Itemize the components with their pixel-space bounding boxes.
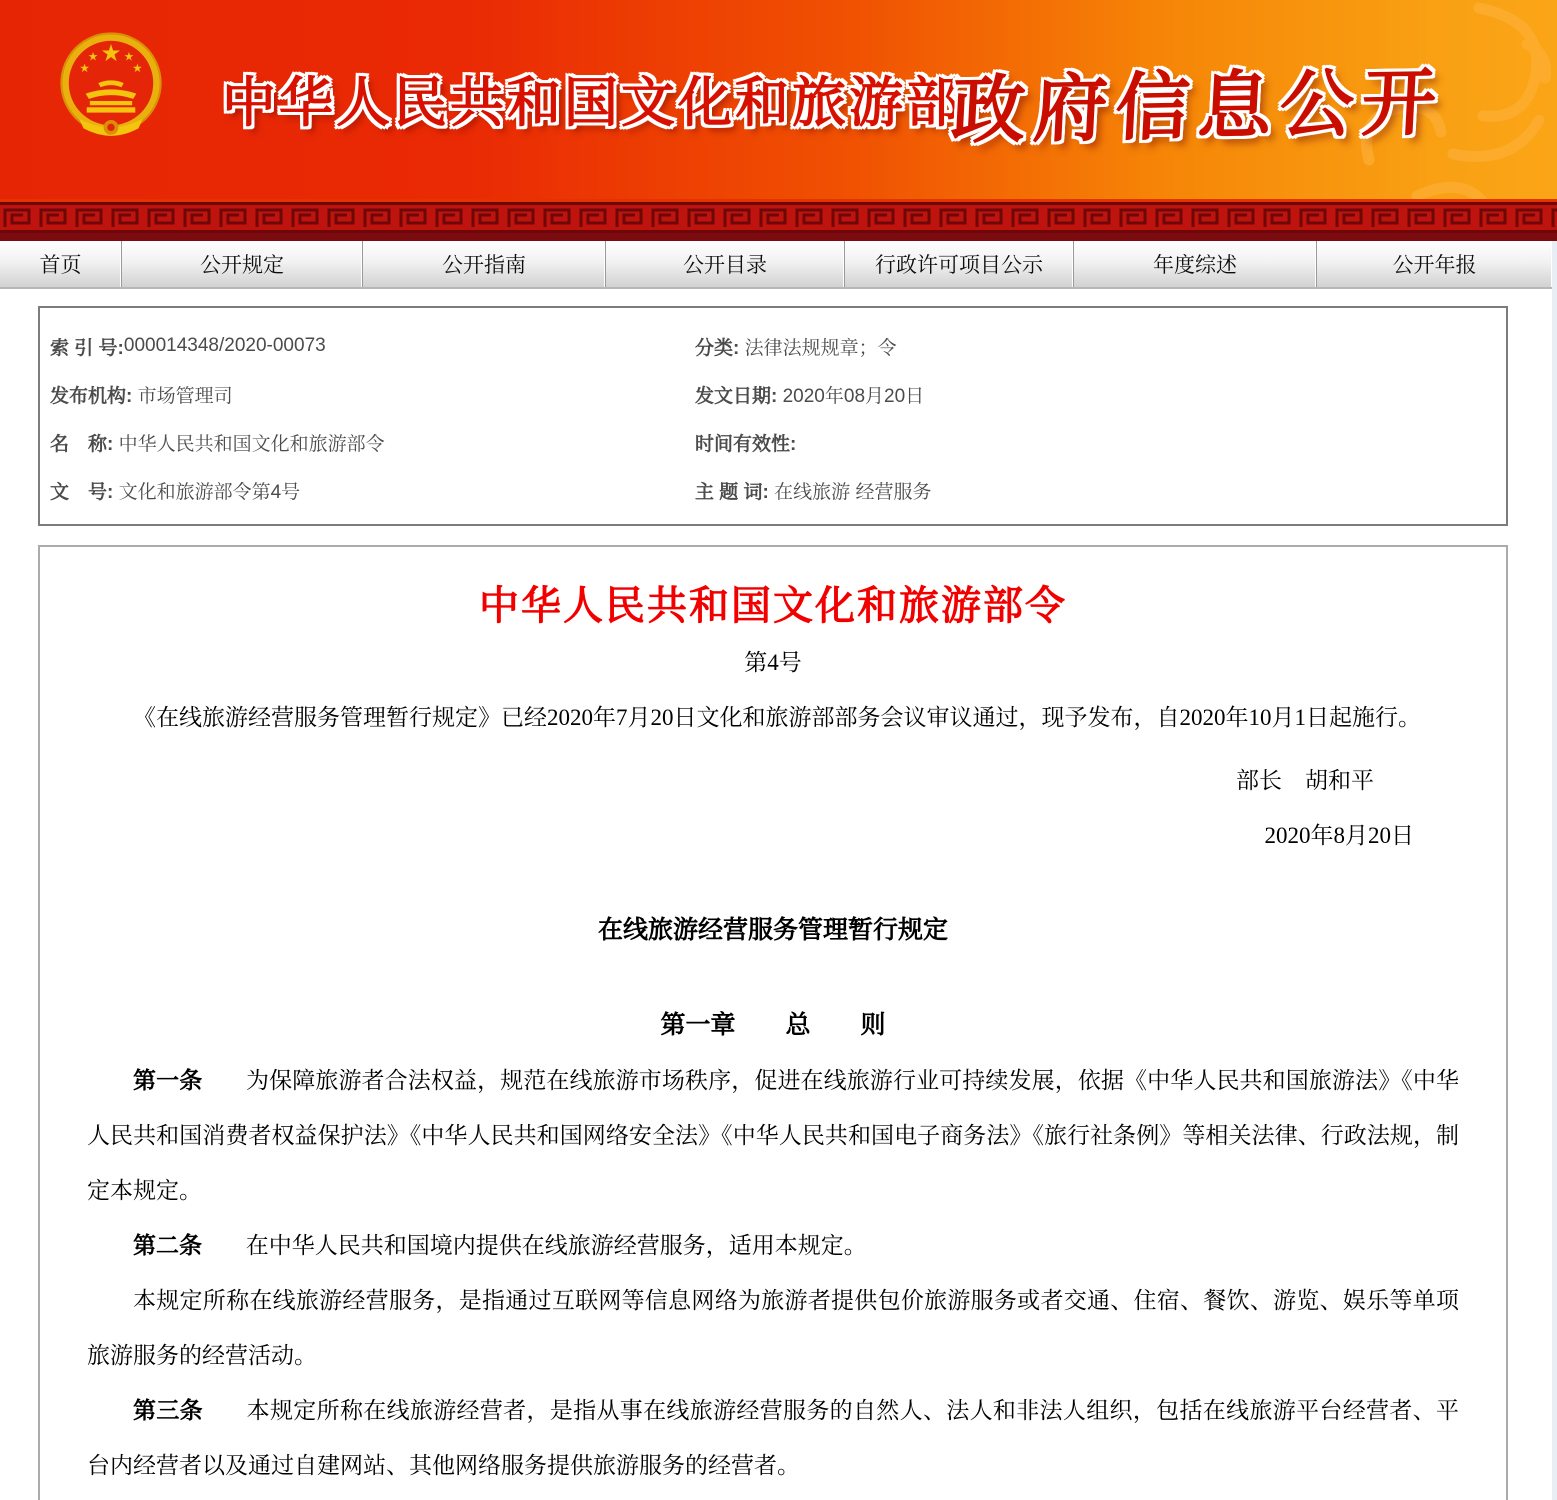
meta-value-title: 中华人民共和国文化和旅游部令 [118,433,385,455]
article-2-paragraph-2: 本规定所称在线旅游经营服务，是指通过互联网等信息网络为旅游者提供包价旅游服务或者交通、住宿、餐饮、游览、娱乐等单项旅游服务的经营活动。 [87,1288,1459,1368]
article-2-text: 在中华人民共和国境内提供在线旅游经营服务，适用本规定。 [245,1233,867,1258]
decree-number: 第4号 [744,650,802,675]
national-emblem-icon [58,26,164,158]
document-title: 中华人民共和国文化和旅游部令 [479,584,1067,628]
regulation-title: 在线旅游经营服务管理暂行规定 [597,917,948,944]
main-nav [0,241,1552,289]
meta-value-issuing-agency: 市场管理司 [137,385,233,407]
article-3 [87,1383,1459,1493]
signature-minister: 部长 胡和平 [1236,768,1374,793]
document-content-box [38,545,1508,1500]
article-2 [87,1218,1459,1273]
document-metadata-box [38,306,1508,526]
nav-tab-annual-report[interactable]: 公开年报 [1317,241,1552,287]
nav-tab-disclosure-rules[interactable]: 公开规定 [122,241,363,287]
article-2-lead: 第二条 [133,1232,202,1258]
meta-label-issuing-agency: 发布机构: [50,385,138,407]
meta-label-index-number: 索 引 号: [50,337,124,359]
border-bottom-line [0,233,1557,241]
article-3-text: 本规定所称在线旅游经营者，是指从事在线旅游经营服务的自然人、法人和非法人组织，包括在线旅游平台经营者、平台内经营者以及通过自建网站、其他网络服务提供旅游服务的经营者。 [87,1398,1460,1478]
header-banner [0,0,1557,199]
article-1-text: 为保障旅游者合法权益，规范在线旅游市场秩序，促进在线旅游行业可持续发展，依据《中华人民共和国旅游法》《中华人民共和国消费者权益保护法》《中华人民共和国网络安全法》《中华人民共和国电子商务法》《旅行社条例》等相关法律、行政法规，制定本规定。 [87,1068,1460,1203]
chapter-heading: 第一章 总 则 [660,1012,886,1039]
meta-value-issue-date: 2020年08月20日 [782,385,925,407]
meta-label-doc-number: 文 号: [50,481,119,503]
metadata-row [40,322,1506,370]
meta-label-title: 名 称: [50,433,119,455]
meta-value-keywords: 在线旅游 经营服务 [774,481,932,503]
site-subtitle: 政府信息公开 [949,62,1447,154]
meta-label-category: 分类: [695,337,745,359]
metadata-row [40,466,1506,514]
site-title: 中华人民共和国文化和旅游部 [222,73,963,133]
article-1 [87,1053,1459,1218]
nav-tab-license-publicity[interactable]: 行政许可项目公示 [845,241,1074,287]
nav-tab-disclosure-guide[interactable]: 公开指南 [363,241,606,287]
article-1-lead: 第一条 [133,1067,203,1093]
nav-tab-home[interactable]: 首页 [0,241,122,287]
meta-label-issue-date: 发文日期: [695,385,783,407]
page-edge-strip [1552,241,1557,1500]
meta-label-time-validity: 时间有效性: [695,433,797,455]
nav-tab-disclosure-catalog[interactable]: 公开目录 [606,241,845,287]
nav-tab-annual-summary[interactable]: 年度综述 [1074,241,1317,287]
decree-intro-paragraph: 《在线旅游经营服务管理暂行规定》已经2020年7月20日文化和旅游部部务会议审议通过，现予发布，自2020年10月1日起施行。 [133,705,1421,730]
metadata-row [40,418,1506,466]
signature-date: 2020年8月20日 [1264,823,1414,848]
meander-pattern-border [0,202,1557,233]
article-3-lead: 第三条 [133,1397,203,1423]
meta-value-index-number: 000014348/2020-00073 [123,335,326,356]
metadata-row [40,370,1506,418]
meta-value-category: 法律法规规章；令 [744,337,897,359]
meta-label-keywords: 主 题 词: [695,481,775,503]
meta-value-doc-number: 文化和旅游部令第4号 [118,481,301,503]
